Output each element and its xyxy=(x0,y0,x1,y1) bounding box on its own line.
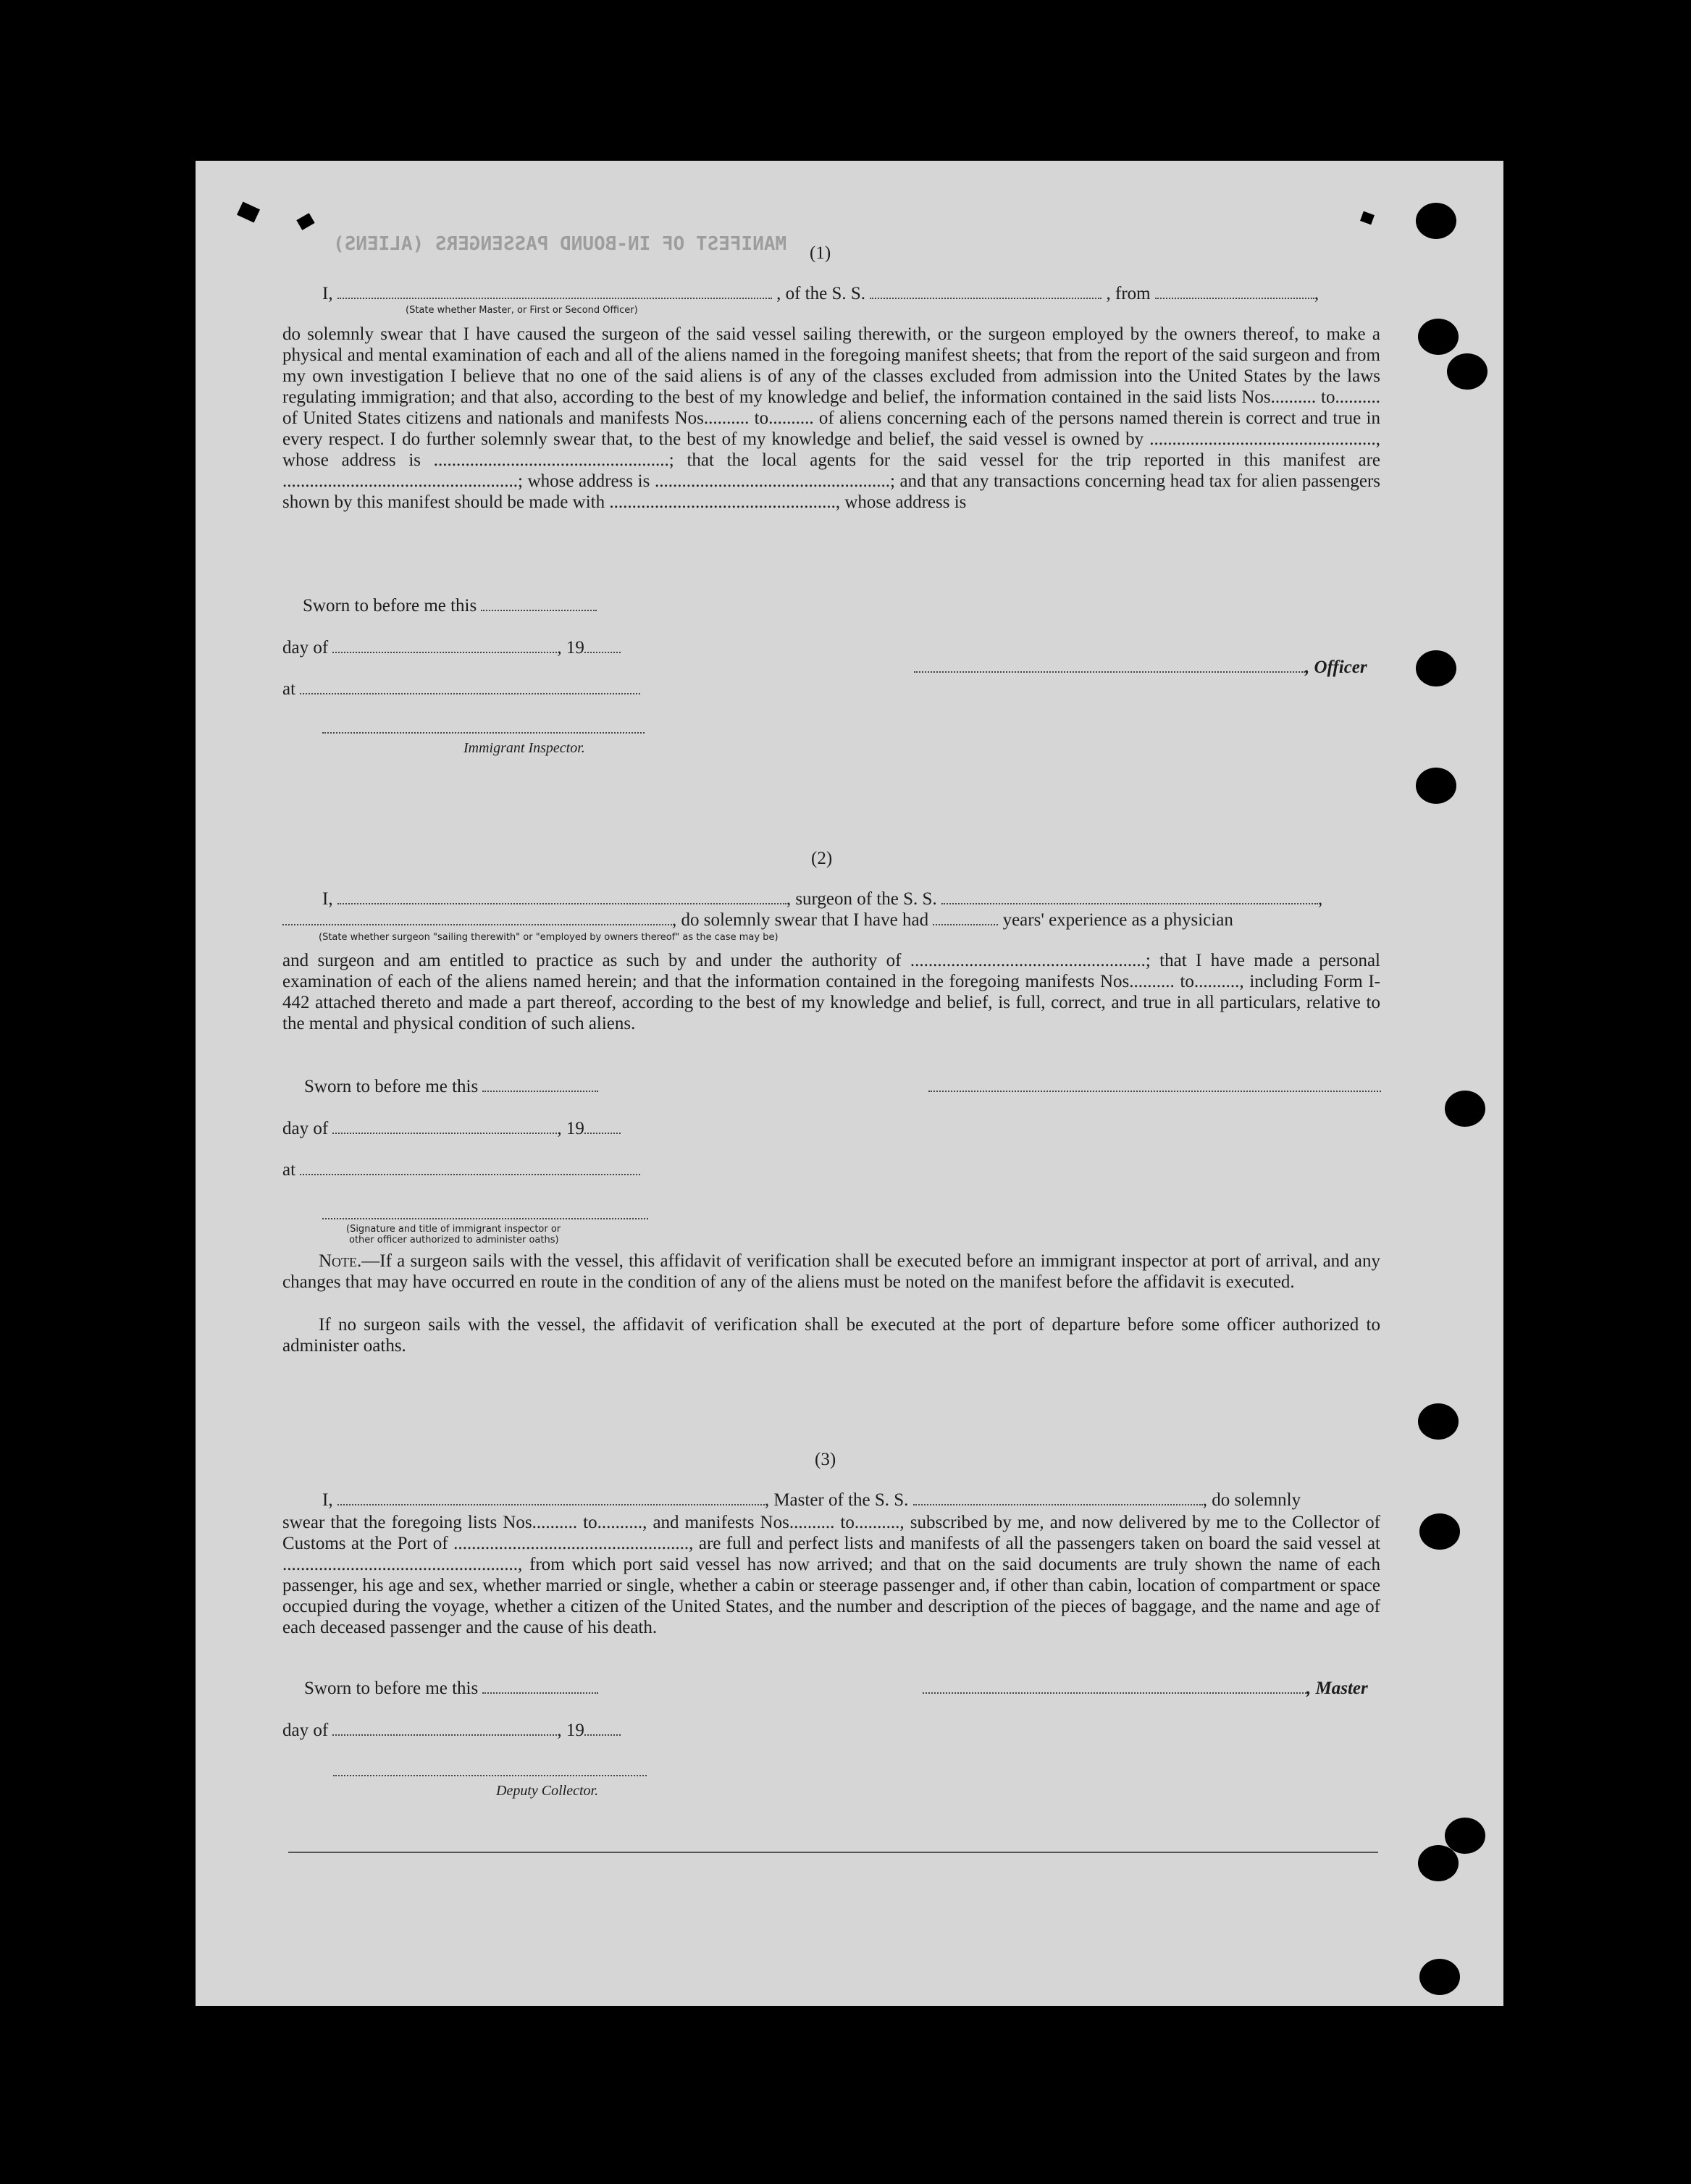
punch-hole xyxy=(1416,650,1456,686)
section-1-sworn: Sworn to before me this xyxy=(303,596,597,616)
place-blank-2[interactable] xyxy=(300,1161,640,1175)
surgeon-ship-blank[interactable] xyxy=(941,890,1318,904)
section-1-inspector-label: Immigrant Inspector. xyxy=(463,740,585,756)
section-2-inspector-sig xyxy=(322,1204,648,1225)
section-2-body: and surgeon and am entitled to practice as such by and under the authority of ....................................................; that I have made a personal examination of each of the aliens named herein; and that the information contained in the foregoing manifests Nos.......... to.........., including Form I-442 attached thereto and made a part thereof, according to the best of my knowledge and belief, is full, correct, and true in all particulars, relative to the mental and physical condition of such aliens. xyxy=(282,951,1380,1033)
section-2-at: at xyxy=(282,1160,640,1180)
section-1-at: at xyxy=(282,679,640,700)
section-2-sig-note-2: other officer authorized to administer oaths) xyxy=(349,1235,559,1246)
section-2-note-2: If no surgeon sails with the vessel, the affidavit of verification shall be executed at the port of departure before some officer authorized to administer oaths. xyxy=(282,1315,1380,1356)
punch-hole xyxy=(1419,1513,1460,1550)
surgeon-signature-blank[interactable] xyxy=(928,1078,1381,1092)
section-1-first-line: I, , of the S. S. , from , xyxy=(322,284,1319,303)
section-3-number: (3) xyxy=(815,1450,836,1469)
punch-hole xyxy=(1416,203,1456,239)
section-2-sig-note-1: (Signature and title of immigrant inspector or xyxy=(346,1224,561,1235)
section-2-first-line: I, , surgeon of the S. S. , xyxy=(322,889,1323,909)
section-3-first-line: I, , Master of the S. S. , do solemnly xyxy=(322,1490,1301,1510)
punch-hole xyxy=(1445,1091,1485,1127)
section-2-surgeon-sig xyxy=(928,1077,1381,1097)
punch-hole xyxy=(1418,1403,1459,1440)
sworn-day-blank-3[interactable] xyxy=(482,1679,598,1694)
sworn-day-blank-1[interactable] xyxy=(481,597,597,611)
port-from-blank[interactable] xyxy=(1155,285,1314,299)
section-2-sworn: Sworn to before me this xyxy=(304,1077,598,1097)
section-2-note: Note.—If a surgeon sails with the vessel, this affidavit of verification shall be executed before an immigrant inspector at port of arrival, and any changes that may have occurred en route in the condition of any of the aliens must be noted on the manifest before the affidavit is executed. xyxy=(282,1251,1380,1292)
year-blank-2[interactable] xyxy=(584,1120,621,1134)
place-blank-1[interactable] xyxy=(300,680,640,694)
month-blank-3[interactable] xyxy=(332,1721,557,1736)
section-1-officer: , Officer xyxy=(914,658,1367,678)
sworn-day-blank-2[interactable] xyxy=(482,1078,598,1092)
inspector-signature-blank[interactable] xyxy=(322,719,645,734)
section-3-master-name-blank[interactable] xyxy=(337,1491,765,1505)
punch-hole xyxy=(1416,768,1456,804)
year-blank-3[interactable] xyxy=(584,1721,621,1736)
punch-hole xyxy=(1418,1845,1459,1881)
ship-name-blank[interactable] xyxy=(870,285,1102,299)
section-1-body: do solemnly swear that I have caused the surgeon of the said vessel sailing therewith, or the surgeon employed by the owners thereof, to make a physical and mental examination of each and all of the aliens named in the foregoing manifest sheets; that from the report of the said surgeon and from my own investigation I believe that no one of the said aliens is of any of the classes excluded from admission into the United States by the laws regulating immigration; and that also, according to the best of my knowledge and belief, the information contained in the said lists Nos.......... to.......... of United States citizens and nationals and manifests Nos.......... to.......... of aliens concerning each of the persons named therein is correct and true in every respect. I do further solemnly swear that, to the best of my knowledge and belief, the said vessel is owned by .................................................., whose address is ....................................................; that the local agents for the said vessel for the trip reported in this manifest are ....................................................; whose address is ....................................................; and that any transactions concerning head tax for alien passengers shown by this manifest should be made with .................................................., whose address is xyxy=(282,324,1380,512)
section-2-number: (2) xyxy=(811,849,833,868)
collector-signature-blank[interactable] xyxy=(333,1762,647,1776)
section-2-second-line: , do solemnly swear that I have had years' experience as a physician xyxy=(282,910,1233,931)
officer-signature-blank[interactable] xyxy=(914,658,1305,673)
section-2-day-of: day of , 19 xyxy=(282,1119,621,1139)
section-1-first-line-note: (State whether Master, or First or Second Officer) xyxy=(406,305,638,316)
master-signature-blank[interactable] xyxy=(923,1679,1306,1694)
section-3-sworn: Sworn to before me this xyxy=(304,1679,598,1699)
section-2-inspector-signature-blank[interactable] xyxy=(322,1205,648,1219)
section-3-collector-label: Deputy Collector. xyxy=(496,1783,599,1799)
master-name-blank[interactable] xyxy=(337,285,772,299)
section-3-day-of: day of , 19 xyxy=(282,1721,621,1741)
section-1-day-of: day of , 19 xyxy=(282,638,621,658)
month-blank-1[interactable] xyxy=(332,639,557,653)
years-blank[interactable] xyxy=(933,911,998,925)
bottom-rule xyxy=(288,1852,1378,1853)
section-3-ship-blank[interactable] xyxy=(913,1491,1203,1505)
surgeon-type-blank[interactable] xyxy=(282,911,672,925)
section-1-inspector-sig xyxy=(322,718,645,739)
section-2-second-line-note: (State whether surgeon "sailing therewith" or "employed by owners thereof" as the case may be) xyxy=(319,932,779,943)
bleed-through-stamp: MANIFEST OF IN-BOUND PASSENGERS (ALIENS) xyxy=(333,233,787,255)
section-1-number: (1) xyxy=(810,243,831,263)
section-3-collector-sig xyxy=(333,1761,647,1781)
surgeon-name-blank[interactable] xyxy=(337,890,786,904)
punch-hole xyxy=(1419,1959,1460,1995)
year-blank-1[interactable] xyxy=(584,639,621,653)
section-3-master-sig: , Master xyxy=(923,1679,1368,1699)
punch-hole xyxy=(1447,353,1488,390)
punch-hole xyxy=(1418,319,1459,355)
section-3-body: swear that the foregoing lists Nos.......... to.........., and manifests Nos.......... to.........., subscribed by me, and now delivered by me to the Collector of Customs at the Port of ...................................................., are full and perfect lists and manifests of all the passengers taken on board the said vessel at ...................................................., from which port said vessel has now arrived; and that on the said documents are truly shown the name of each passenger, his age and sex, whether married or single, whether a cabin or steerage passenger and, if other than cabin, location of compartment or space occupied during the voyage, whether a citizen of the United States, and the number and description of the pieces of baggage, and the name and age of each deceased passenger and the cause of his death. xyxy=(282,1513,1380,1637)
month-blank-2[interactable] xyxy=(332,1120,557,1134)
